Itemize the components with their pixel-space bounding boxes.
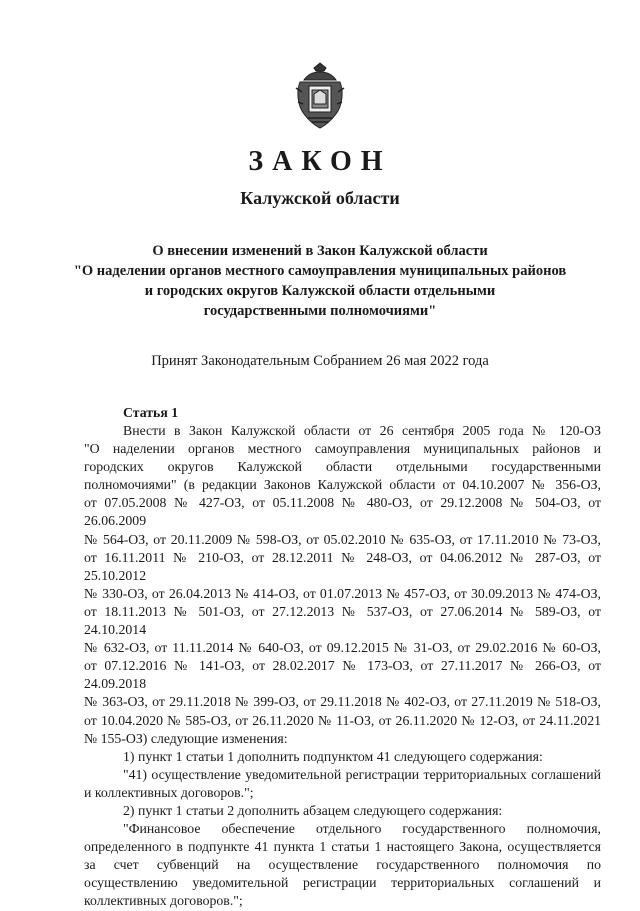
amendment-item-1 — [84, 748, 601, 802]
item-text-line: коллективных договоров."; — [84, 893, 243, 909]
article-line: № 564-ОЗ, от 20.11.2009 № 598-ОЗ, от 05.02.2010 № 635-ОЗ, от 17.11.2010 № 73-ОЗ, — [84, 531, 601, 547]
document-title: ЗАКОН — [248, 146, 392, 177]
article-line: от 07.05.2008 № 427-ОЗ, от 05.11.2008 № 480-ОЗ, от 29.12.2008 № 504-ОЗ, от 26.06.2009 — [84, 495, 601, 529]
article-line: от 07.12.2016 № 141-ОЗ, от 28.02.2017 № 173-ОЗ, от 27.11.2017 № 266-ОЗ, от 24.09.2018 — [84, 658, 601, 692]
article-line: Внести в Закон Калужской области от 26 сентября 2005 года № 120-ОЗ — [123, 423, 601, 438]
article-line: полномочиями" (в редакции Законов Калужской области от 04.10.2007 № 356-ОЗ, — [84, 477, 601, 493]
heading-line: и городских округов Калужской области отдельными — [144, 283, 496, 299]
item-text-line: "Финансовое обеспечение отдельного государственного полномочия, — [123, 821, 601, 837]
item-text-line: определенного в подпункте 41 пункта 1 статьи 1 настоящего Закона, осуществляется — [84, 839, 601, 855]
item-text-line: и коллективных договоров."; — [84, 784, 254, 800]
item-text-line: "41) осуществление уведомительной регистрации территориальных соглашений — [123, 766, 601, 782]
item-intro: 2) пункт 1 статьи 2 дополнить абзацем следующего содержания: — [123, 802, 503, 818]
heading-line: государственными полномочиями" — [203, 303, 437, 319]
kaluga-region-coat-of-arms-icon — [294, 62, 346, 130]
item-intro: 1) пункт 1 статьи 1 дополнить подпунктом 41 следующего содержания: — [123, 748, 543, 764]
article-line: № 155-ОЗ) следующие изменения: — [84, 730, 288, 746]
article-line: городских округов Калужской области отдельными государственными — [84, 459, 601, 475]
article-line: от 16.11.2011 № 210-ОЗ, от 28.12.2011 № 248-ОЗ, от 04.06.2012 № 287-ОЗ, от 25.10.2012 — [84, 549, 601, 583]
heading-line: О внесении изменений в Закон Калужской области — [152, 243, 488, 259]
document-region: Калужской области — [240, 188, 400, 208]
article-line: от 18.11.2013 № 501-ОЗ, от 27.12.2013 № 537-ОЗ, от 27.06.2014 № 589-ОЗ, от 24.10.2014 — [84, 603, 601, 638]
article-line: № 363-ОЗ, от 29.11.2018 № 399-ОЗ, от 29.11.2018 № 402-ОЗ, от 27.11.2019 № 518-ОЗ, — [84, 694, 601, 710]
item-text-line: за счет субвенций на осуществление государственного полномочия по — [84, 857, 601, 873]
item-text-line: осуществлению уведомительной регистрации территориальных соглашений и — [84, 875, 601, 891]
article-line: от 10.04.2020 № 585-ОЗ, от 26.11.2020 № 11-ОЗ, от 26.11.2020 № 12-ОЗ, от 24.11.2021 — [84, 712, 601, 728]
article-line: № 632-ОЗ, от 11.11.2014 № 640-ОЗ, от 09.12.2015 № 31-ОЗ, от 29.02.2016 № 60-ОЗ, — [84, 640, 601, 656]
adoption-note: Принят Законодательным Собранием 26 мая 2022 года — [151, 353, 489, 369]
article-line: "О наделении органов местного самоуправления муниципальных районов и — [84, 441, 601, 457]
article-paragraph — [84, 422, 601, 748]
article-line: № 330-ОЗ, от 26.04.2013 № 414-ОЗ, от 01.07.2013 № 457-ОЗ, от 30.09.2013 № 474-ОЗ, — [84, 585, 601, 601]
heading-line: "О наделении органов местного самоуправления муниципальных районов — [73, 263, 567, 279]
amendment-item-2 — [84, 802, 601, 911]
law-heading — [60, 241, 580, 321]
document-body — [84, 404, 601, 911]
article-label: Статья 1 — [123, 405, 179, 420]
